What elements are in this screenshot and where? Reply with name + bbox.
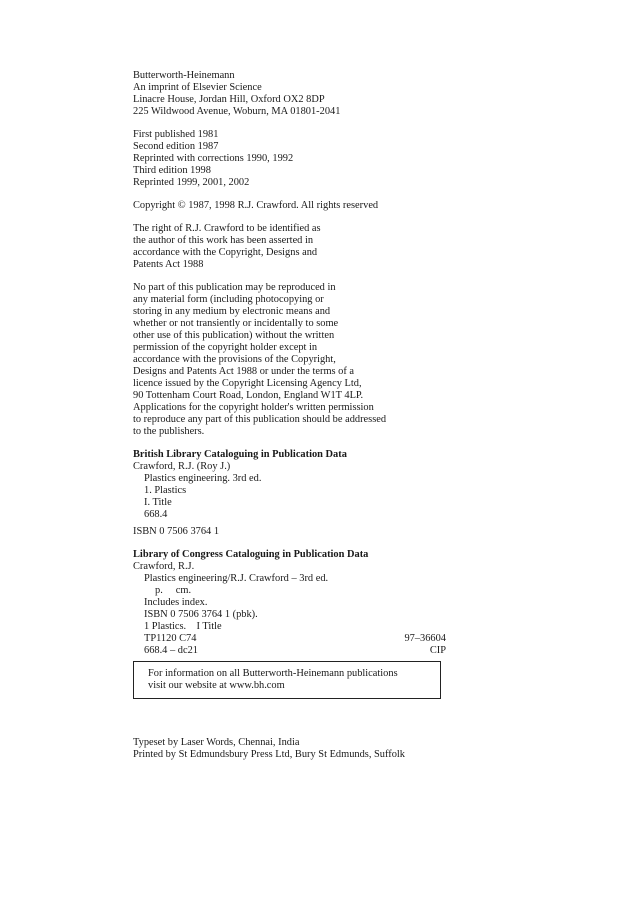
info-box-line: For information on all Butterworth-Heinemann publications xyxy=(148,668,398,679)
copyright-notice xyxy=(133,200,443,212)
reproduction-line: Designs and Patents Act 1988 or under the terms of a xyxy=(133,366,355,377)
publisher-address-us: 225 Wildwood Avenue, Woburn, MA 01801-2041 xyxy=(133,106,341,117)
isbn-block xyxy=(133,526,443,538)
reproduction-line: other use of this publication) without the written xyxy=(133,330,335,341)
reproduction-line: to reproduce any part of this publication should be addressed xyxy=(133,414,387,425)
loc-subjects: 1 Plastics. I Title xyxy=(144,621,222,632)
publisher-address-uk: Linacre House, Jordan Hill, Oxford OX2 8DP xyxy=(133,94,325,105)
loc-call-number: TP1120 C74 xyxy=(144,633,197,644)
publisher-name: Butterworth-Heinemann xyxy=(133,70,235,81)
reproduction-line: Applications for the copyright holder's written permission xyxy=(133,402,374,413)
history-line: Reprinted with corrections 1990, 1992 xyxy=(133,153,294,164)
reproduction-line: accordance with the provisions of the Copyright, xyxy=(133,354,336,365)
moral-rights-notice xyxy=(133,223,443,271)
library-of-congress-cip xyxy=(133,549,446,657)
bl-classification: 668.4 xyxy=(144,509,168,520)
moral-rights-line: the author of this work has been asserted in xyxy=(133,235,314,246)
bl-title: Plastics engineering. 3rd ed. xyxy=(144,473,262,484)
typesetter-credit: Typeset by Laser Words, Chennai, India xyxy=(133,737,300,748)
loc-cip: CIP xyxy=(429,645,446,656)
copyright-page xyxy=(133,70,446,772)
reproduction-line: No part of this publication may be reproduced in xyxy=(133,282,336,293)
history-line: First published 1981 xyxy=(133,129,219,140)
loc-dewey: 668.4 – dc21 xyxy=(144,645,198,656)
moral-rights-line: The right of R.J. Crawford to be identified as xyxy=(133,223,321,234)
history-line: Second edition 1987 xyxy=(133,141,219,152)
loc-pages: p. cm. xyxy=(155,585,192,596)
bl-subject: 1. Plastics xyxy=(144,485,187,496)
reproduction-line: 90 Tottenham Court Road, London, England W1T 4LP. xyxy=(133,390,364,401)
loc-lccn: 97–36604 xyxy=(404,633,446,644)
loc-title: Plastics engineering/R.J. Crawford – 3rd ed. xyxy=(144,573,329,584)
bl-title-entry: I. Title xyxy=(144,497,172,508)
history-line: Reprinted 1999, 2001, 2002 xyxy=(133,177,250,188)
reproduction-line: any material form (including photocopying or xyxy=(133,294,324,305)
isbn: ISBN 0 7506 3764 1 xyxy=(133,526,220,537)
reproduction-line: licence issued by the Copyright Licensing Agency Ltd, xyxy=(133,378,362,389)
moral-rights-line: Patents Act 1988 xyxy=(133,259,204,270)
website-info-box xyxy=(133,661,441,699)
loc-isbn: ISBN 0 7506 3764 1 (pbk). xyxy=(144,609,258,620)
reproduction-line: to the publishers. xyxy=(133,426,205,437)
moral-rights-line: accordance with the Copyright, Designs and xyxy=(133,247,318,258)
bl-author: Crawford, R.J. (Roy J.) xyxy=(133,461,231,472)
print-credits xyxy=(133,737,443,761)
reproduction-notice xyxy=(133,282,443,438)
reproduction-line: storing in any medium by electronic means and xyxy=(133,306,331,317)
british-library-heading: British Library Cataloguing in Publication Data xyxy=(133,449,347,460)
publisher-address xyxy=(133,70,443,118)
copyright-line: Copyright © 1987, 1998 R.J. Crawford. All rights reserved xyxy=(133,200,379,211)
loc-author: Crawford, R.J. xyxy=(133,561,195,572)
british-library-cip xyxy=(133,449,443,521)
publisher-imprint: An imprint of Elsevier Science xyxy=(133,82,262,93)
loc-heading: Library of Congress Cataloguing in Publication Data xyxy=(133,549,369,560)
history-line: Third edition 1998 xyxy=(133,165,211,176)
publication-history xyxy=(133,129,443,189)
reproduction-line: whether or not transiently or incidentally to some xyxy=(133,318,339,329)
info-box-line: visit our website at www.bh.com xyxy=(148,680,285,691)
printer-credit: Printed by St Edmundsbury Press Ltd, Bury St Edmunds, Suffolk xyxy=(133,749,405,760)
reproduction-line: permission of the copyright holder except in xyxy=(133,342,318,353)
loc-index: Includes index. xyxy=(144,597,208,608)
